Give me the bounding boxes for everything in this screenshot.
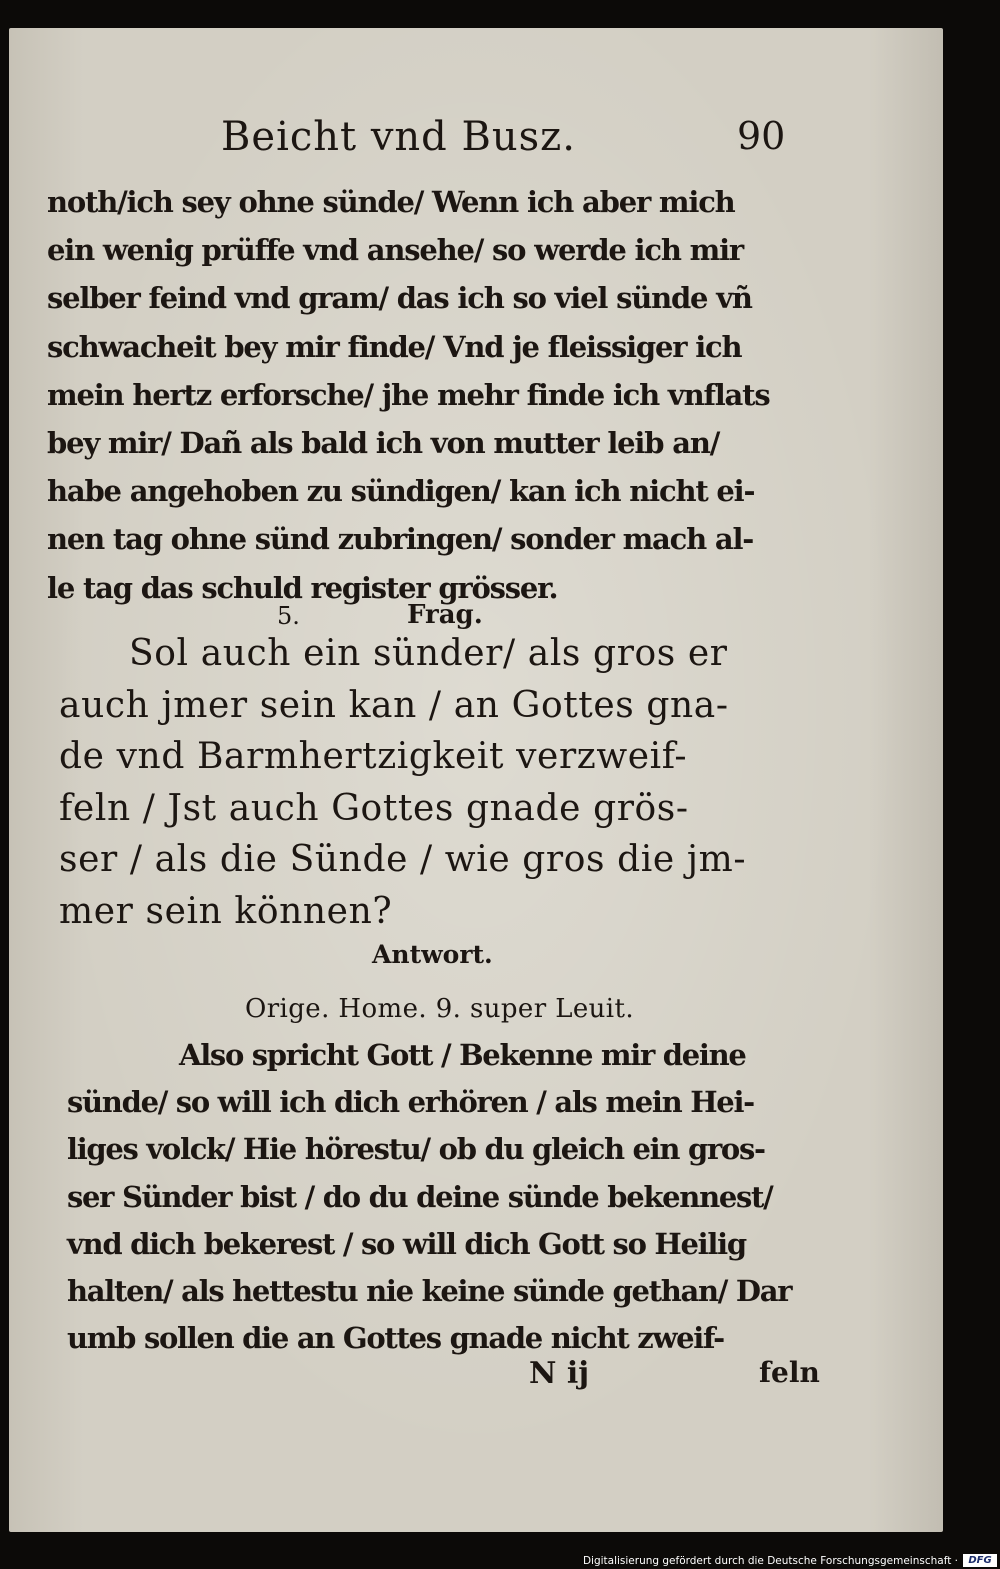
text-line: umb sollen die an Gottes gnade nicht zweif- (67, 1321, 724, 1356)
answer-heading: Antwort. (372, 940, 493, 969)
text-line: vnd dich bekerest / so will dich Gott so Heilig (67, 1226, 746, 1261)
dfg-logo: DFG (963, 1554, 997, 1567)
digitization-credit: Digitalisierung gefördert durch die Deutsche Forschungsgemeinschaft · (582, 1555, 958, 1567)
text-line: ser Sünder bist / do du deine sünde bekennest/ (67, 1179, 773, 1214)
text-line: le tag das schuld register grösser. (47, 570, 558, 605)
text-line: bey mir/ Dañ als bald ich von mutter leib an/ (47, 425, 720, 460)
question-text (59, 628, 746, 937)
text-line: ser / als die Sünde / wie gros die jm- (59, 839, 747, 880)
text-line: schwacheit bey mir finde/ Vnd je fleissiger ich (47, 329, 742, 364)
text-line: halten/ als hettestu nie keine sünde gethan/ Dar (67, 1273, 792, 1308)
text-line: sünde/ so will ich dich erhören / als mein Hei- (67, 1085, 754, 1120)
text-line: feln / Jst auch Gottes gnade grös- (59, 787, 689, 829)
text-line: mein hertz erforsche/ jhe mehr finde ich vnflats (47, 377, 770, 412)
running-title: Beicht vnd Busz. (221, 114, 576, 160)
text-line: liges volck/ Hie hörestu/ ob du gleich ein gros- (67, 1132, 765, 1167)
citation: Orige. Home. 9. super Leuit. (245, 994, 635, 1024)
text-line: ein wenig prüffe vnd ansehe/ so werde ich mir (47, 233, 743, 268)
book-page (9, 28, 943, 1532)
text-line: Sol auch ein sünder/ als gros er (129, 633, 728, 674)
paragraph-1 (47, 178, 769, 612)
catchword: feln (759, 1356, 820, 1389)
text-line: nen tag ohne sünd zubringen/ sonder mach al- (47, 522, 754, 557)
text-line: noth/ich sey ohne sünde/ Wenn ich aber mich (47, 185, 735, 219)
paragraph-2 (67, 1032, 791, 1362)
text-line: mer sein können? (59, 890, 393, 932)
page-number: 90 (737, 114, 786, 158)
text-line: auch jmer sein kan / an Gottes gna- (59, 684, 729, 726)
signature-mark: N ij (529, 1356, 590, 1391)
question-number: 5. (277, 602, 300, 630)
text-line: selber feind vnd gram/ das ich so viel sünde vñ (47, 281, 752, 316)
text-line: habe angehoben zu sündigen/ kan ich nicht ei- (47, 474, 755, 509)
text-line: Also spricht Gott / Bekenne mir deine (179, 1038, 746, 1072)
question-label: Frag. (407, 600, 483, 630)
text-line: de vnd Barmhertzigkeit verzweif- (59, 736, 688, 777)
